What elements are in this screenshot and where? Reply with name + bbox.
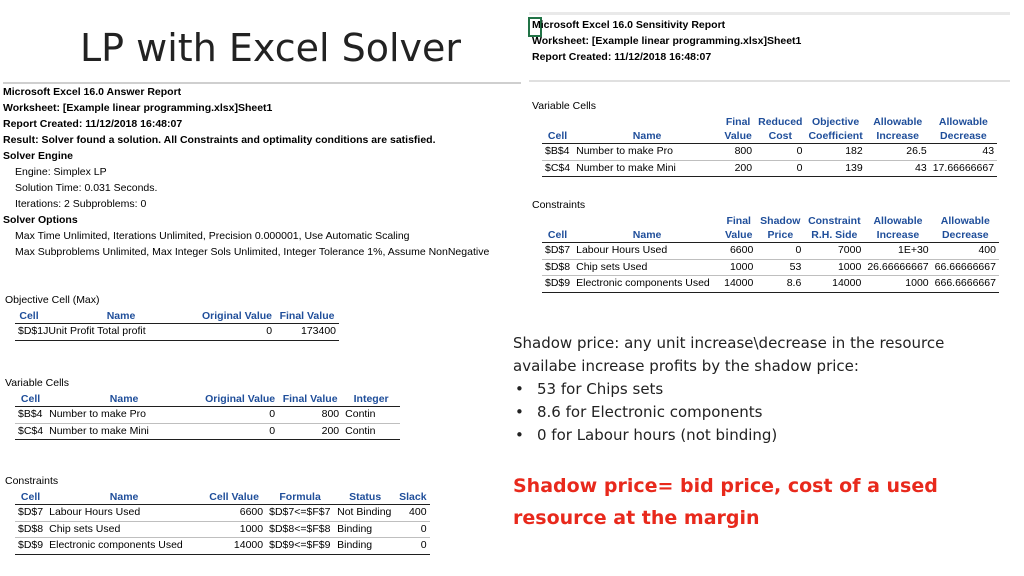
col-header: Decrease [930, 129, 997, 144]
col-header: Cell [542, 228, 573, 243]
table-cell: 0 [202, 407, 278, 424]
col-header-top [542, 115, 573, 129]
table-cell: 200 [721, 160, 755, 177]
table-cell: $D$7 [542, 243, 573, 260]
col-header: Coefficient [805, 129, 865, 144]
table-row [15, 324, 339, 341]
constraints-section-title: Constraints [5, 475, 59, 487]
table-cell: 26.5 [866, 144, 930, 161]
list-item: • 53 for Chips sets [513, 378, 993, 401]
table-cell: $D$8<=$F$8 [266, 521, 334, 538]
table-cell: $D$9 [15, 538, 46, 555]
col-header: Final Value [275, 309, 339, 324]
table-cell: $C$4 [542, 160, 573, 177]
col-header-top [542, 214, 573, 228]
table-cell: 43 [930, 144, 997, 161]
table-cell: Contin [342, 407, 400, 424]
table-row [542, 144, 997, 161]
table-cell: $D$9 [542, 276, 573, 293]
table-cell: 26.66666667 [864, 259, 931, 276]
table-cell: 800 [278, 407, 342, 424]
table-row [15, 521, 430, 538]
col-header: Name [46, 490, 202, 505]
table-cell: $D$7 [15, 505, 46, 522]
table-cell: 666.6666667 [932, 276, 999, 293]
solver-options-title: Solver Options [3, 214, 78, 226]
table-cell: 6600 [202, 505, 266, 522]
table-cell: 8.6 [756, 276, 804, 293]
table-row [542, 259, 999, 276]
col-header: Name [573, 228, 721, 243]
col-header-top [573, 115, 721, 129]
table-cell: Chip sets Used [46, 521, 202, 538]
table-cell: Binding [334, 538, 396, 555]
col-header: Original Value [199, 309, 275, 324]
col-header-top: Shadow [760, 215, 801, 227]
table-cell: $D$8 [542, 259, 573, 276]
engine-line: Iterations: 2 Subproblems: 0 [15, 198, 147, 210]
table-cell: Electronic components Used [46, 538, 202, 555]
table-cell: 173400 [275, 324, 339, 341]
table-cell: 182 [805, 144, 865, 161]
table-cell: 1000 [804, 259, 864, 276]
list-item: • 0 for Labour hours (not binding) [513, 424, 993, 447]
table-cell: Number to make Mini [46, 423, 202, 440]
col-header: Slack [396, 490, 429, 505]
table-cell: 0 [199, 324, 275, 341]
sensitivity-report-sheet [529, 12, 1010, 307]
options-line: Max Subproblems Unlimited, Max Integer Sols Unlimited, Integer Tolerance 1%, Assume NonNegative [15, 246, 490, 258]
col-header: Cell [15, 392, 46, 407]
table-cell: Number to make Pro [46, 407, 202, 424]
sensitivity-report-worksheet: Worksheet: [Example linear programming.xlsx]Sheet1 [532, 35, 802, 47]
table-cell: Labour Hours Used [573, 243, 721, 260]
table-row [15, 407, 400, 424]
table-cell: 0 [756, 243, 804, 260]
table-cell: 1000 [202, 521, 266, 538]
table-row [542, 160, 997, 177]
solver-engine-title: Solver Engine [3, 150, 74, 162]
sens-constraints-table [542, 214, 999, 293]
table-cell: Chip sets Used [573, 259, 721, 276]
col-header-top [573, 214, 721, 228]
col-header-top: Allowable [938, 116, 988, 128]
notes-intro: Shadow price: any unit increase\decrease in the resource availabe increase profits by the shadow price: [513, 334, 945, 375]
col-header: Integer [342, 392, 400, 407]
table-cell: 400 [932, 243, 999, 260]
table-cell: 800 [721, 144, 755, 161]
options-line: Max Time Unlimited, Iterations Unlimited, Precision 0.000001, Use Automatic Scaling [15, 230, 410, 242]
col-header-top: Allowable [940, 215, 990, 227]
table-cell: 17.66666667 [930, 160, 997, 177]
table-cell: 43 [866, 160, 930, 177]
table-cell: 7000 [804, 243, 864, 260]
table-cell: 0 [396, 521, 429, 538]
engine-line: Solution Time: 0.031 Seconds. [15, 182, 158, 194]
table-row [15, 538, 430, 555]
table-cell: 0 [755, 160, 805, 177]
col-header: Name [43, 309, 199, 324]
table-cell: 66.66666667 [932, 259, 999, 276]
col-header-top: Reduced [758, 116, 803, 128]
table-row [542, 276, 999, 293]
table-cell: $C$4 [15, 423, 46, 440]
table-cell: 1E+30 [864, 243, 931, 260]
sens-variable-cells-table [542, 115, 997, 177]
col-header: Cell [15, 309, 43, 324]
table-cell: Not Binding [334, 505, 396, 522]
table-cell: 14000 [804, 276, 864, 293]
col-header: Name [46, 392, 202, 407]
col-header: Increase [866, 129, 930, 144]
table-cell: 0 [396, 538, 429, 555]
col-header: Price [756, 228, 804, 243]
table-cell: 0 [755, 144, 805, 161]
table-cell: Electronic components Used [573, 276, 721, 293]
col-header: Status [334, 490, 396, 505]
table-cell: $D$8 [15, 521, 46, 538]
col-header: Cell Value [202, 490, 266, 505]
table-cell: $D$1ЈUnit Profit Total profit [15, 324, 199, 341]
shadow-price-definition: Shadow price= bid price, cost of a used resource at the margin [513, 475, 938, 529]
table-cell: 6600 [721, 243, 756, 260]
variable-cells-section-title: Variable Cells [5, 377, 69, 389]
col-header: Final Value [278, 392, 342, 407]
sens-variable-cells-title: Variable Cells [532, 100, 596, 112]
table-cell: 53 [756, 259, 804, 276]
col-header-top: Constraint [808, 215, 861, 227]
sens-constraints-title: Constraints [532, 199, 586, 211]
table-row [542, 243, 999, 260]
sensitivity-report-title: Microsoft Excel 16.0 Sensitivity Report [532, 19, 726, 31]
sensitivity-report-created: Report Created: 11/12/2018 16:48:07 [532, 51, 712, 63]
col-header: Value [721, 228, 756, 243]
col-header: Value [721, 129, 755, 144]
table-cell: 1000 [721, 259, 756, 276]
table-cell: 14000 [202, 538, 266, 555]
slide-title: LP with Excel Solver [80, 26, 462, 70]
col-header-top: Allowable [873, 116, 923, 128]
table-cell: Number to make Mini [573, 160, 721, 177]
table-cell: 400 [396, 505, 429, 522]
col-header-top: Objective [811, 116, 860, 128]
table-cell: Contin [342, 423, 400, 440]
constraints-table [15, 490, 430, 555]
answer-report-result: Result: Solver found a solution. All Constraints and optimality conditions are satisfied. [3, 134, 436, 146]
col-header: Cost [755, 129, 805, 144]
table-cell: 200 [278, 423, 342, 440]
answer-report-created: Report Created: 11/12/2018 16:48:07 [3, 118, 183, 130]
table-cell: Number to make Pro [573, 144, 721, 161]
objective-section-title: Objective Cell (Max) [5, 294, 100, 306]
table-cell: $B$4 [542, 144, 573, 161]
variable-cells-table [15, 392, 400, 440]
col-header: Formula [266, 490, 334, 505]
table-cell: $B$4 [15, 407, 46, 424]
table-cell: Binding [334, 521, 396, 538]
col-header: Original Value [202, 392, 278, 407]
table-cell: $D$7<=$F$7 [266, 505, 334, 522]
col-header: R.H. Side [804, 228, 864, 243]
table-cell: 139 [805, 160, 865, 177]
shadow-price-notes [513, 332, 993, 447]
answer-report-sheet [3, 82, 521, 566]
table-cell: Labour Hours Used [46, 505, 202, 522]
col-header: Cell [542, 129, 573, 144]
col-header-top: Allowable [873, 215, 923, 227]
engine-line: Engine: Simplex LP [15, 166, 107, 178]
col-header: Name [573, 129, 721, 144]
col-header: Decrease [932, 228, 999, 243]
col-header-top: Final [725, 116, 751, 128]
table-cell: 1000 [864, 276, 931, 293]
list-item: • 8.6 for Electronic components [513, 401, 993, 424]
table-row [15, 505, 430, 522]
table-cell: 0 [202, 423, 278, 440]
table-row [15, 423, 400, 440]
notes-bullet-list [513, 378, 993, 447]
table-cell: $D$9<=$F$9 [266, 538, 334, 555]
answer-report-title: Microsoft Excel 16.0 Answer Report [3, 86, 182, 98]
answer-report-worksheet: Worksheet: [Example linear programming.xlsx]Sheet1 [3, 102, 273, 114]
col-header: Cell [15, 490, 46, 505]
col-header-top: Final [726, 215, 751, 227]
objective-table [15, 309, 339, 341]
col-header: Increase [864, 228, 931, 243]
table-cell: 14000 [721, 276, 756, 293]
